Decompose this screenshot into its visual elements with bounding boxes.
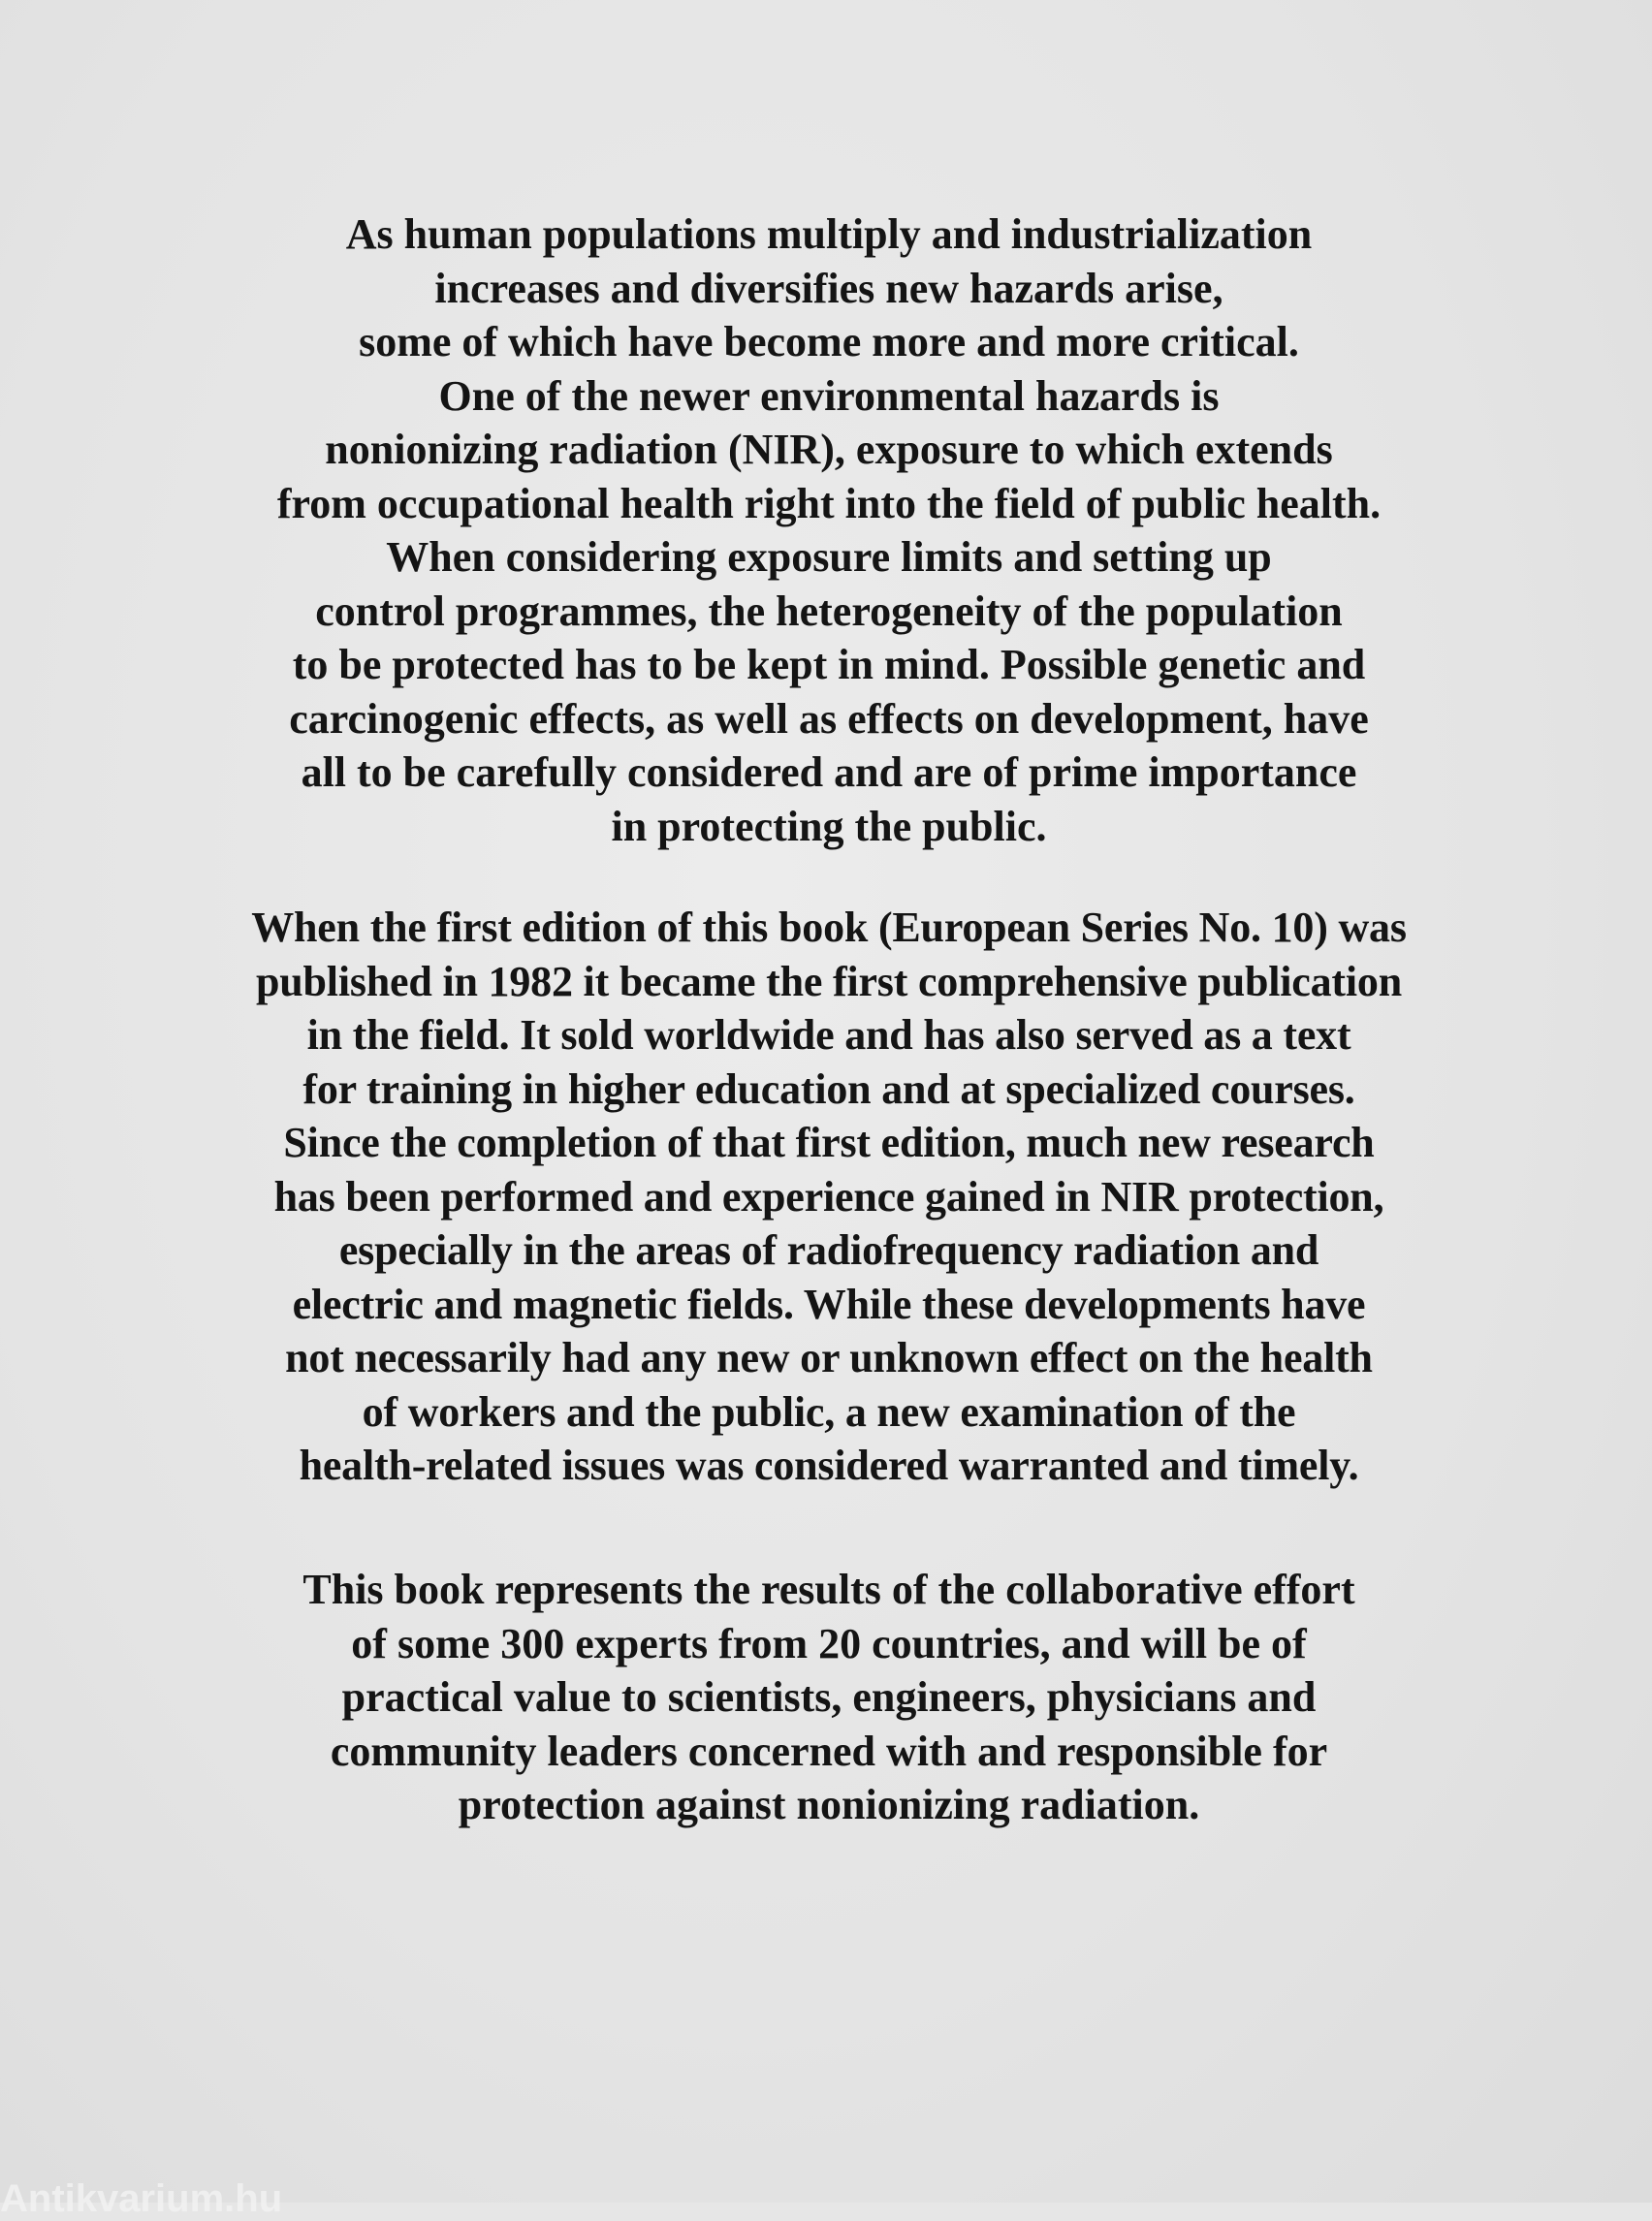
text-line: of workers and the public, a new examination of the [362,1387,1296,1436]
text-line: One of the newer environmental hazards is [438,371,1220,420]
text-line: nonionizing radiation (NIR), exposure to which extends [325,426,1333,473]
text-line: This book represents the results of the collaborative effort [302,1566,1355,1613]
text-line: Since the completion of that first edition, much new research [283,1119,1375,1166]
text-line: not necessarily had any new or unknown effect on the health [285,1334,1373,1381]
text-line: control programmes, the heterogeneity of the population [315,587,1343,635]
text-line: from occupational health right into the field of public health. [276,479,1382,527]
paragraph-collaborative-effort [184,1563,1474,1832]
text-line: in protecting the public. [611,802,1047,850]
paragraph-nir-hazards [184,207,1474,853]
text-line: all to be carefully considered and are of prime importance [301,748,1357,796]
text-line: in the field. It sold worldwide and has also served as a text [306,1011,1351,1059]
text-line: When the first edition of this book (European Series No. 10) was [251,904,1407,951]
watermark: Antikvarium.hu [0,2177,283,2220]
text-line: health-related issues was considered warranted and timely. [299,1442,1359,1489]
text-line: increases and diversifies new hazards arise, [434,264,1223,312]
text-line: practical value to scientists, engineers, physicians and [341,1673,1317,1721]
text-line: carcinogenic effects, as well as effects on development, have [289,694,1369,743]
text-line: some of which have become more and more critical. [359,318,1299,365]
paragraph-first-edition [184,901,1474,1493]
text-line: for training in higher education and at specialized courses. [302,1064,1355,1113]
text-line: community leaders concerned with and responsible for [330,1727,1328,1775]
text-line: of some 300 experts from 20 countries, and will be of [351,1619,1307,1667]
text-line: As human populations multiply and industrialization [345,210,1313,258]
text-line: has been performed and experience gained in NIR protection, [273,1172,1384,1221]
text-line: to be protected has to be kept in mind. Possible genetic and [292,641,1366,688]
text-line: electric and magnetic fields. While these developments have [292,1280,1366,1328]
text-line: especially in the areas of radiofrequency radiation and [338,1226,1319,1274]
text-line: protection against nonionizing radiation. [458,1781,1200,1828]
text-line: When considering exposure limits and setting up [386,533,1272,581]
text-line: published in 1982 it became the first comprehensive publication [256,957,1402,1005]
